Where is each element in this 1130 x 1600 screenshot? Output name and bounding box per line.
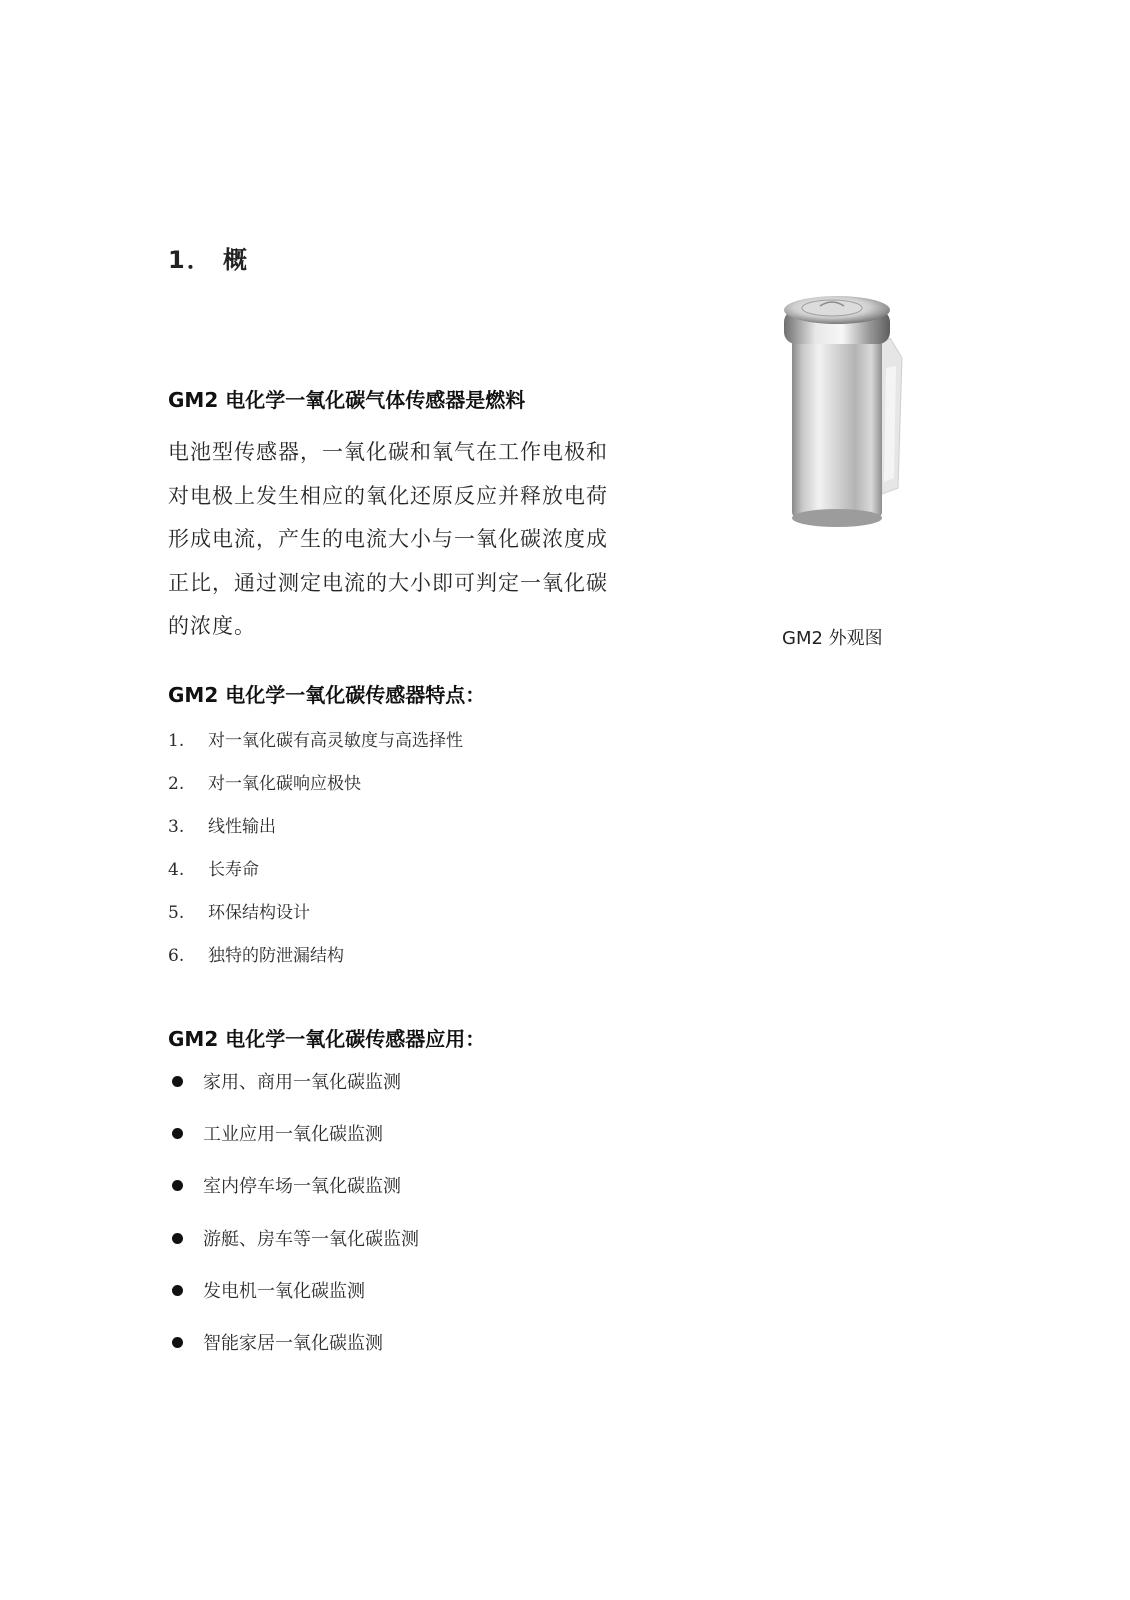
feature-number: 5. <box>168 903 185 923</box>
application-item <box>168 1277 365 1303</box>
intro-heading: GM2 电化学一氧化碳气体传感器是燃料 <box>168 388 526 412</box>
feature-item <box>168 855 259 880</box>
feature-item <box>168 769 361 794</box>
intro-line: 对电极上发生相应的氧化还原反应并释放电荷 <box>168 483 608 508</box>
application-item <box>168 1172 401 1198</box>
feature-item <box>168 941 344 966</box>
features-heading: GM2 电化学一氧化碳传感器特点： <box>168 683 486 707</box>
application-text: 发电机一氧化碳监测 <box>203 1281 365 1302</box>
bullet-icon <box>172 1285 183 1296</box>
section-heading: 1． 概 <box>168 246 250 274</box>
feature-number: 3. <box>168 817 185 837</box>
feature-number: 1. <box>168 731 185 751</box>
feature-item <box>168 726 463 751</box>
bullet-icon <box>172 1233 183 1244</box>
feature-text: 长寿命 <box>208 860 259 880</box>
application-text: 游艇、房车等一氧化碳监测 <box>203 1229 419 1250</box>
applications-heading: GM2 电化学一氧化碳传感器应用： <box>168 1027 486 1051</box>
feature-item <box>168 812 276 837</box>
feature-text: 对一氧化碳响应极快 <box>208 774 361 794</box>
bullet-icon <box>172 1180 183 1191</box>
feature-text: 环保结构设计 <box>208 903 310 923</box>
feature-number: 2. <box>168 774 185 794</box>
bullet-icon <box>172 1337 183 1348</box>
sensor-photo <box>770 288 915 533</box>
intro-line: 的浓度。 <box>168 614 256 638</box>
feature-text: 对一氧化碳有高灵敏度与高选择性 <box>208 731 463 751</box>
intro-line: 形成电流，产生的电流大小与一氧化碳浓度成 <box>168 527 608 551</box>
bullet-icon <box>172 1128 183 1139</box>
feature-text: 独特的防泄漏结构 <box>208 946 344 966</box>
feature-item <box>168 898 310 923</box>
feature-number: 6. <box>168 946 185 966</box>
application-item <box>168 1329 383 1355</box>
application-text: 家用、商用一氧化碳监测 <box>203 1072 401 1093</box>
intro-line: 电池型传感器，一氧化碳和氧气在工作电极和 <box>168 440 608 464</box>
application-item <box>168 1120 383 1146</box>
intro-paragraph <box>168 431 628 649</box>
application-item <box>168 1068 401 1094</box>
feature-text: 线性输出 <box>208 817 276 837</box>
application-text: 工业应用一氧化碳监测 <box>203 1124 383 1145</box>
figure-caption: GM2 外观图 <box>782 628 883 649</box>
application-text: 室内停车场一氧化碳监测 <box>203 1176 401 1197</box>
application-item <box>168 1225 419 1251</box>
application-text: 智能家居一氧化碳监测 <box>203 1333 383 1354</box>
intro-line: 正比，通过测定电流的大小即可判定一氧化碳 <box>168 570 608 595</box>
bullet-icon <box>172 1076 183 1087</box>
feature-number: 4. <box>168 860 185 880</box>
